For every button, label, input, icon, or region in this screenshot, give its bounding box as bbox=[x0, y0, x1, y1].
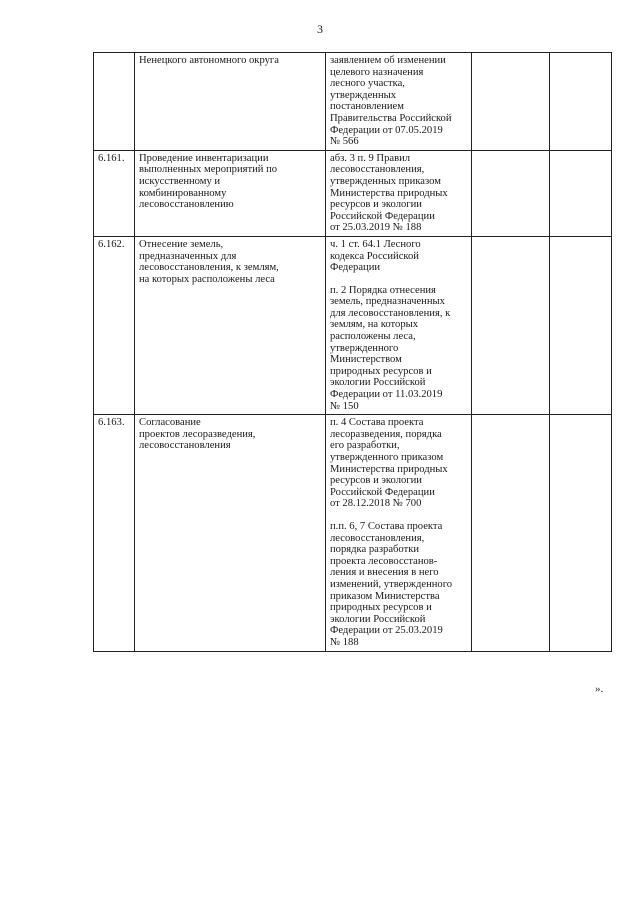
legal-basis: п. 4 Состава проекта лесоразведения, порядка его разработки, утвержденного приказом Министерства природных ресурсов и экологии Российской Федерации от 28.12.2018 № 700 п.п. 6, 7 Состава проекта лесовосстановления, порядка разработки проекта лесовосстанов- ления и внесения в него изменений, утвержденного приказом Министерства природных ресурсов и экологии Российской Федерации от 25.03.2019 № 188 bbox=[326, 415, 472, 651]
legal-basis: заявлением об изменении целевого назначения лесного участка, утвержденных постановлением Правительства Российской Федерации от 07.05.2019 № 566 bbox=[326, 53, 472, 151]
empty-cell bbox=[472, 150, 550, 236]
row-number: 6.161. bbox=[94, 150, 135, 236]
row-number: 6.162. bbox=[94, 236, 135, 414]
empty-cell bbox=[550, 150, 612, 236]
function-description: Проведение инвентаризации выполненных мероприятий по искусственному и комбинированному лесовосстановлению bbox=[135, 150, 326, 236]
regulation-table bbox=[93, 52, 612, 652]
table-row bbox=[94, 236, 612, 414]
function-description: Ненецкого автономного округа bbox=[135, 53, 326, 151]
function-description: Согласование проектов лесоразведения, лесовосстановления bbox=[135, 415, 326, 651]
row-number bbox=[94, 53, 135, 151]
row-number: 6.163. bbox=[94, 415, 135, 651]
empty-cell bbox=[550, 236, 612, 414]
function-description: Отнесение земель, предназначенных для лесовосстановления, к землям, на которых расположены леса bbox=[135, 236, 326, 414]
empty-cell bbox=[550, 415, 612, 651]
empty-cell bbox=[472, 236, 550, 414]
empty-cell bbox=[550, 53, 612, 151]
empty-cell bbox=[472, 53, 550, 151]
legal-basis: ч. 1 ст. 64.1 Лесного кодекса Российской Федерации п. 2 Порядка отнесения земель, предназначенных для лесовосстановления, к землям, на которых расположены леса, утвержденного Министерством природных ресурсов и экологии Российской Федерации от 11.03.2019 № 150 bbox=[326, 236, 472, 414]
table-row bbox=[94, 415, 612, 651]
legal-basis: абз. 3 п. 9 Правил лесовосстановления, утвержденных приказом Министерства природных ресурсов и экологии Российской Федерации от 25.03.2019 № 188 bbox=[326, 150, 472, 236]
table-row bbox=[94, 53, 612, 151]
closing-quote-mark: ». bbox=[595, 683, 604, 695]
page-number: 3 bbox=[317, 22, 323, 36]
table-row bbox=[94, 150, 612, 236]
empty-cell bbox=[472, 415, 550, 651]
